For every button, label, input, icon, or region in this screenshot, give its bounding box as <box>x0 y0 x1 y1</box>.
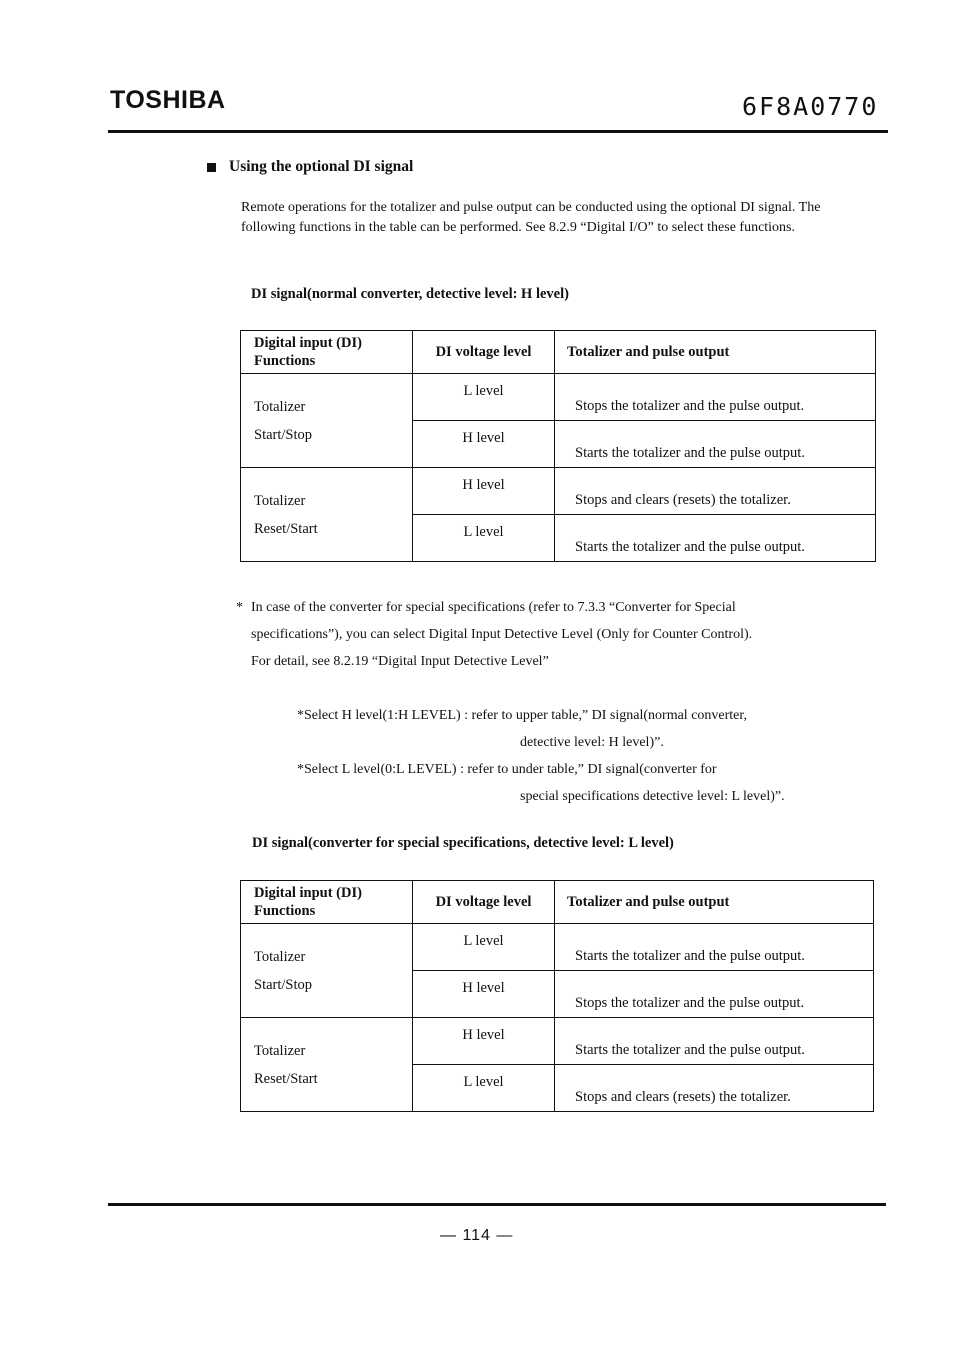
function-cell <box>241 468 413 562</box>
toshiba-logo: TOSHIBA <box>110 86 226 114</box>
header-function <box>241 881 413 924</box>
table-row <box>241 374 876 421</box>
output-cell: Stops the totalizer and the pulse output. <box>555 374 876 421</box>
table-row <box>241 468 876 515</box>
table-row <box>241 924 874 971</box>
level-cell: L level <box>413 374 555 421</box>
function-cell <box>241 1018 413 1112</box>
output-cell: Starts the totalizer and the pulse output. <box>555 924 874 971</box>
output-cell: Stops and clears (resets) the totalizer. <box>555 1065 874 1112</box>
header-function-line2: Functions <box>254 353 316 369</box>
asterisk-mark: * <box>236 600 243 615</box>
page-number: — 114 — <box>440 1227 514 1244</box>
table1-caption: DI signal(normal converter, detective level: H level) <box>251 286 569 302</box>
level-cell: H level <box>413 971 555 1018</box>
select-h-level-text: *Select H level(1:H LEVEL) : refer to upper table,” DI signal(normal converter, <box>297 708 747 723</box>
table2-caption: DI signal(converter for special specifications, detective level: L level) <box>252 835 674 851</box>
output-cell: Starts the totalizer and the pulse output. <box>555 421 876 468</box>
function-line1: Totalizer <box>254 492 306 509</box>
function-cell <box>241 924 413 1018</box>
output-cell: Starts the totalizer and the pulse output. <box>555 515 876 562</box>
di-table-special <box>240 880 874 1112</box>
output-cell: Stops and clears (resets) the totalizer. <box>555 468 876 515</box>
header-output: Totalizer and pulse output <box>555 881 874 924</box>
level-cell: L level <box>413 1065 555 1112</box>
di-table-normal <box>240 330 876 562</box>
header-voltage: DI voltage level <box>413 331 555 374</box>
function-line2: Reset/Start <box>254 1070 318 1087</box>
level-cell: L level <box>413 924 555 971</box>
select-l-level-text: *Select L level(0:L LEVEL) : refer to under table,” DI signal(converter for <box>297 762 717 777</box>
section-heading <box>207 158 413 176</box>
note-line2: specifications”), you can select Digital Input Detective Level (Only for Counter Control). <box>251 627 753 642</box>
note-line1: In case of the converter for special specifications (refer to 7.3.3 “Converter for Special <box>251 600 736 615</box>
level-cell: L level <box>413 515 555 562</box>
select-h-level-continued: detective level: H level)”. <box>520 735 664 750</box>
header-output: Totalizer and pulse output <box>555 331 876 374</box>
output-cell: Starts the totalizer and the pulse output. <box>555 1018 874 1065</box>
table-row <box>241 1018 874 1065</box>
note-line3: For detail, see 8.2.19 “Digital Input Detective Level” <box>251 654 549 669</box>
footer-rule <box>108 1203 886 1206</box>
output-cell: Stops the totalizer and the pulse output. <box>555 971 874 1018</box>
level-cell: H level <box>413 421 555 468</box>
level-cell: H level <box>413 1018 555 1065</box>
function-line1: Totalizer <box>254 1042 306 1059</box>
square-bullet-icon <box>207 163 216 172</box>
header-function-line1: Digital input (DI) <box>254 335 362 351</box>
function-line2: Start/Stop <box>254 426 313 443</box>
special-spec-note <box>236 594 858 675</box>
select-l-level-continued: special specifications detective level: L level)”. <box>520 789 785 804</box>
header-rule <box>108 130 888 133</box>
intro-paragraph: Remote operations for the totalizer and pulse output can be conducted using the optional DI signal. The following functions in the table can be performed. See 8.2.9 “Digital I/O” to select these functions. <box>241 200 821 235</box>
header-function <box>241 331 413 374</box>
function-line2: Start/Stop <box>254 976 313 993</box>
function-cell <box>241 374 413 468</box>
document-number: 6F8A0770 <box>742 92 879 121</box>
function-line1: Totalizer <box>254 398 306 415</box>
table-header-row <box>241 881 874 924</box>
header-function-line1: Digital input (DI) <box>254 885 362 901</box>
function-line2: Reset/Start <box>254 520 318 537</box>
table-header-row <box>241 331 876 374</box>
level-cell: H level <box>413 468 555 515</box>
section-title: Using the optional DI signal <box>229 158 414 175</box>
header-voltage: DI voltage level <box>413 881 555 924</box>
header-function-line2: Functions <box>254 903 316 919</box>
function-line1: Totalizer <box>254 948 306 965</box>
